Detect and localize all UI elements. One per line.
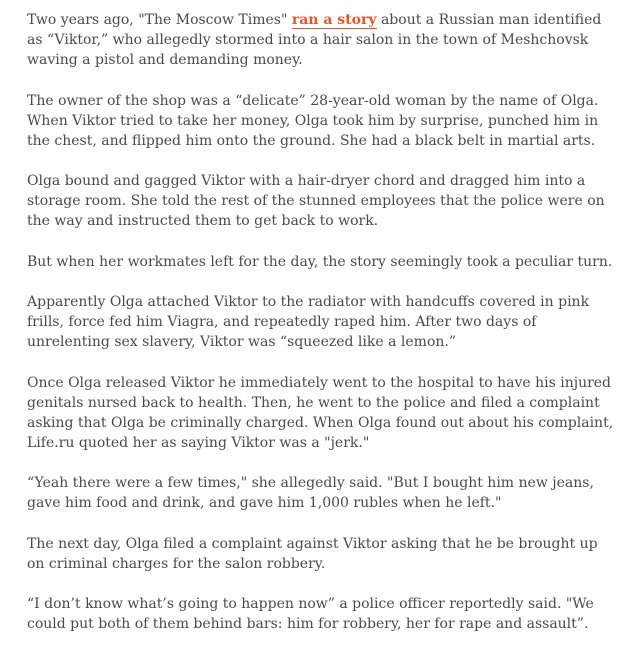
paragraph-5: Apparently Olga attached Viktor to the radiator with handcuffs covered in pink frills, force fed him Viagra, and repeatedly raped him. After two days of unrelenting sex slavery, Viktor was “squeezed like a lemon.” — [27, 294, 590, 350]
paragraph-2: The owner of the shop was a “delicate” 28-year-old woman by the name of Olga. When Viktor tried to take her money, Olga took him by surprise, punched him in the chest, and flipped him onto the ground. She had a black belt in martial arts. — [27, 92, 599, 149]
paragraph-1 — [27, 10, 617, 70]
paragraph-8: The next day, Olga filed a complaint against Viktor asking that he be brought up on criminal charges for the salon robbery. — [27, 535, 598, 572]
paragraph-1-text-after: about a Russian man identified as “Viktor,” who allegedly stormed into a hair salon in the town of Meshchovsk waving a pistol and demanding money. — [27, 12, 602, 68]
paragraph-3: Olga bound and gagged Viktor with a hair-dryer chord and dragged him into a storage room. She told the rest of the stunned employees that the police were on the way and instructed them to get back to work. — [27, 173, 605, 229]
article-body — [27, 10, 617, 655]
paragraph-1-text-before: Two years ago, "The Moscow Times" — [27, 12, 292, 28]
paragraph-4: But when her workmates left for the day, the story seemingly took a peculiar turn. — [27, 253, 613, 270]
ran-a-story-link[interactable]: ran a story — [291, 12, 377, 28]
paragraph-7: “Yeah there were a few times," she allegedly said. "But I bought him new jeans, gave him food and drink, and gave him 1,000 rubles when he left." — [27, 475, 594, 511]
paragraph-6: Once Olga released Viktor he immediately went to the hospital to have his injured genitals nursed back to health. Then, he went to the police and filed a complaint asking that Olga be criminally charged. When Olga found out about his complaint, Life.ru quoted her as saying Viktor was a "jerk." — [27, 374, 614, 451]
paragraph-9: “I don’t know what’s going to happen now” a police officer reportedly said. "We could put both of them behind bars: him for robbery, her for rape and assault”. — [27, 596, 594, 632]
